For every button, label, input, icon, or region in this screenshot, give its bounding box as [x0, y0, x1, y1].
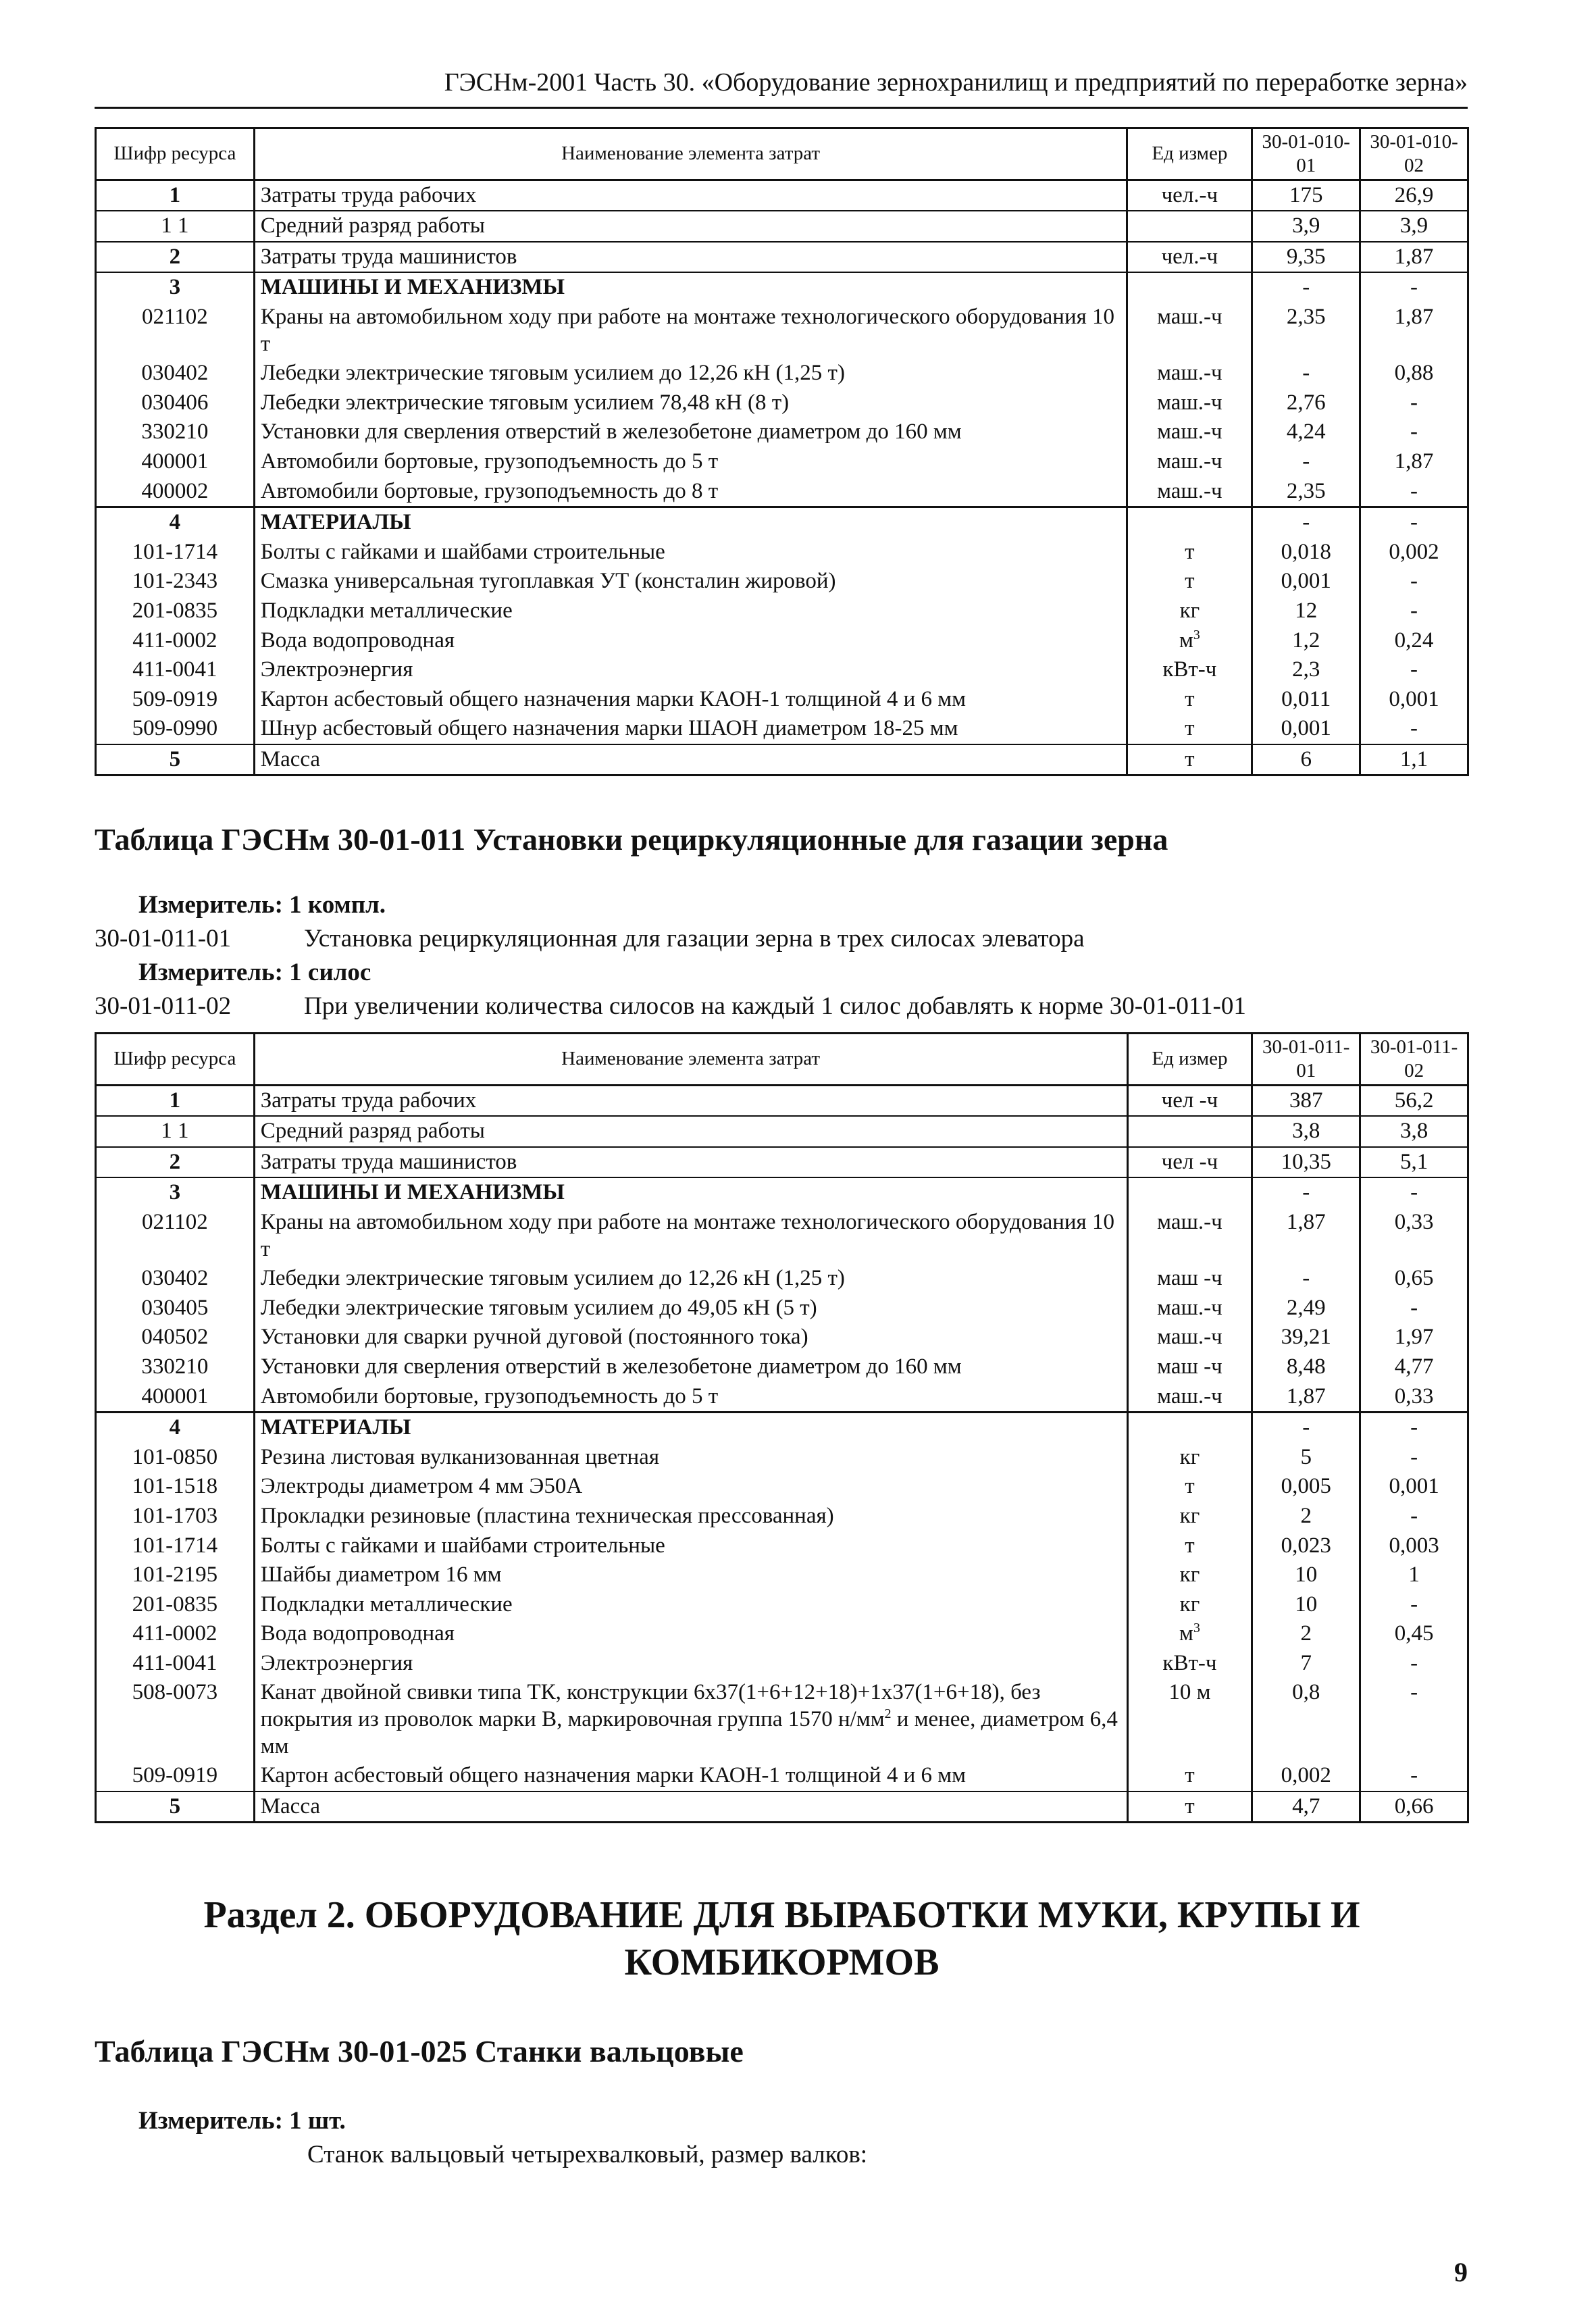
row-unit: маш.-ч — [1127, 359, 1252, 388]
row-unit: чел -ч — [1127, 1147, 1252, 1178]
col-header-norm-2: 30-01-010-02 — [1360, 128, 1468, 180]
row-value-1: 2 — [1252, 1619, 1360, 1649]
row-name: Подкладки металлические — [254, 596, 1127, 626]
norm-code: 30-01-011-01 — [95, 925, 232, 952]
row-unit: 10 м — [1127, 1678, 1252, 1761]
row-value-2: - — [1360, 1678, 1468, 1761]
row-value-1: 0,001 — [1252, 714, 1360, 744]
row-value-2: 0,45 — [1360, 1619, 1468, 1649]
row-name: Масса — [254, 744, 1127, 776]
table-row — [96, 477, 1468, 507]
table-row — [96, 1382, 1468, 1413]
row-value-1: 2 — [1252, 1502, 1360, 1531]
row-name: Краны на автомобильном ходу при работе на монтаже технологического оборудования 10 т — [254, 1208, 1127, 1264]
row-value-2: - — [1360, 388, 1468, 418]
measure-value: 1 шт. — [289, 2107, 346, 2135]
row-code: 040502 — [96, 1323, 255, 1352]
table-row — [96, 1531, 1468, 1561]
row-code: 5 — [96, 1791, 255, 1823]
row-value-2: - — [1360, 655, 1468, 685]
row-unit: т — [1127, 744, 1252, 776]
row-code: 3 — [96, 1177, 255, 1208]
row-code: 1 1 — [96, 1116, 255, 1147]
norm-text: При увеличении количества силосов на каждый 1 силос добавлять к норме 30-01-011-01 — [304, 992, 1246, 1020]
row-code: 509-0919 — [96, 1761, 255, 1791]
group-row-materials — [96, 1413, 1468, 1443]
row-value-1: 3,8 — [1252, 1116, 1360, 1147]
section-title — [95, 1891, 1469, 1986]
row-value-2: 0,24 — [1360, 626, 1468, 656]
row-unit — [1127, 626, 1252, 656]
table-row — [96, 1323, 1468, 1352]
row-value-2: 1,87 — [1360, 242, 1468, 273]
group-row-machines — [96, 1177, 1468, 1208]
row-value-1: 2,3 — [1252, 655, 1360, 685]
row-value-2: 0,001 — [1360, 1472, 1468, 1502]
row-value-2: - — [1360, 477, 1468, 507]
row-value-2: 1,87 — [1360, 447, 1468, 477]
col-header-unit: Ед измер — [1127, 1034, 1252, 1086]
row-unit: маш.-ч — [1127, 1382, 1252, 1413]
description-line: Станок вальцовый четырехвалковый, размер валков: — [307, 2141, 868, 2168]
row-code: 101-0850 — [96, 1443, 255, 1473]
row-value-1: 0,011 — [1252, 685, 1360, 715]
row-unit: маш.-ч — [1127, 1208, 1252, 1264]
row-unit: кВт-ч — [1127, 1649, 1252, 1679]
row-name: Болты с гайками и шайбами строительные — [254, 538, 1127, 567]
unit-base: м — [1179, 628, 1193, 653]
row-code: 030405 — [96, 1294, 255, 1323]
table-row — [96, 1472, 1468, 1502]
row-code: 201-0835 — [96, 1590, 255, 1620]
row-name: Электроэнергия — [254, 1649, 1127, 1679]
row-value-2: 0,65 — [1360, 1264, 1468, 1294]
row-value-2: 0,88 — [1360, 359, 1468, 388]
row-name-main: Канат двойной свивки типа ТК, конструкции 6х37(1+6+12+18)+1х37(1+6+18), без покрытия из проволок марки В, маркировочная группа 1570 н/мм — [260, 1680, 1041, 1732]
table-row — [96, 1352, 1468, 1382]
row-value-1: 3,9 — [1252, 211, 1360, 242]
row-code: 101-2343 — [96, 567, 255, 596]
table-row — [96, 538, 1468, 567]
group-row-machines — [96, 272, 1468, 303]
row-value-1: 2,49 — [1252, 1294, 1360, 1323]
row-code: 101-1703 — [96, 1502, 255, 1531]
row-value-1: 12 — [1252, 596, 1360, 626]
table-row — [96, 1761, 1468, 1791]
table-row — [96, 655, 1468, 685]
row-value-1: - — [1252, 359, 1360, 388]
table-row — [96, 1590, 1468, 1620]
row-value-1: - — [1252, 1177, 1360, 1208]
norm-line-2 — [95, 992, 1246, 1021]
row-name: Средний разряд работы — [254, 211, 1127, 242]
row-unit: кВт-ч — [1127, 655, 1252, 685]
row-name: Установки для сверления отверстий в железобетоне диаметром до 160 мм — [254, 417, 1127, 447]
running-header: ГЭСНм-2001 Часть 30. «Оборудование зернохранилищ и предприятий по переработке зерна» — [95, 68, 1468, 109]
row-value-2: 1,97 — [1360, 1323, 1468, 1352]
row-code: 509-0990 — [96, 714, 255, 744]
row-name: Шайбы диаметром 16 мм — [254, 1560, 1127, 1590]
row-name: Затраты труда рабочих — [254, 180, 1127, 211]
row-code: 400002 — [96, 477, 255, 507]
row-value-2: 0,002 — [1360, 538, 1468, 567]
row-value-2: 0,66 — [1360, 1791, 1468, 1823]
row-code: 330210 — [96, 1352, 255, 1382]
row-unit: т — [1127, 685, 1252, 715]
col-header-norm-1: 30-01-011-01 — [1252, 1034, 1360, 1086]
col-header-unit: Ед измер — [1127, 128, 1252, 180]
row-unit: чел.-ч — [1127, 180, 1252, 211]
table-row — [96, 242, 1468, 273]
row-name: Установки для сверления отверстий в железобетоне диаметром до 160 мм — [254, 1352, 1127, 1382]
row-value-1: - — [1252, 1264, 1360, 1294]
table-row — [96, 359, 1468, 388]
section-title-line-2: КОМБИКОРМОВ — [624, 1941, 939, 1983]
row-unit: кг — [1127, 596, 1252, 626]
row-value-1: 0,8 — [1252, 1678, 1360, 1761]
row-unit: т — [1127, 567, 1252, 596]
resource-table-30-01-010 — [95, 127, 1469, 776]
row-value-1: 0,018 — [1252, 538, 1360, 567]
table-header-row — [96, 1034, 1468, 1086]
row-name: Затраты труда рабочих — [254, 1085, 1127, 1116]
table-row-mass — [96, 1791, 1468, 1823]
row-code: 201-0835 — [96, 596, 255, 626]
unit-base: м — [1179, 1621, 1193, 1646]
row-unit: т — [1127, 1761, 1252, 1791]
row-name: МАШИНЫ И МЕХАНИЗМЫ — [254, 272, 1127, 303]
row-code: 2 — [96, 242, 255, 273]
row-name: Подкладки металлические — [254, 1590, 1127, 1620]
row-value-1: 1,87 — [1252, 1208, 1360, 1264]
row-value-2: - — [1360, 596, 1468, 626]
row-value-2: 4,77 — [1360, 1352, 1468, 1382]
table-row — [96, 417, 1468, 447]
row-code: 5 — [96, 744, 255, 776]
row-code: 1 1 — [96, 211, 255, 242]
row-value-1: 387 — [1252, 1085, 1360, 1116]
row-value-2: - — [1360, 272, 1468, 303]
row-value-2: 3,8 — [1360, 1116, 1468, 1147]
row-code: 4 — [96, 1413, 255, 1443]
measure-line-2 — [138, 958, 371, 987]
row-value-1: 1,87 — [1252, 1382, 1360, 1413]
row-value-2: 1,1 — [1360, 744, 1468, 776]
row-unit: кг — [1127, 1502, 1252, 1531]
row-name: Вода водопроводная — [254, 1619, 1127, 1649]
unit-superscript: 3 — [1193, 627, 1200, 642]
row-value-2: 0,33 — [1360, 1208, 1468, 1264]
row-name: Смазка универсальная тугоплавкая УТ (консталин жировой) — [254, 567, 1127, 596]
row-unit — [1127, 507, 1252, 538]
table-row — [96, 303, 1468, 359]
measure-label: Измеритель: — [138, 891, 283, 919]
row-name: Прокладки резиновые (пластина техническая прессованная) — [254, 1502, 1127, 1531]
unit-superscript: 3 — [1193, 1621, 1200, 1636]
resource-table-30-01-011 — [95, 1032, 1469, 1823]
norm-code: 30-01-011-02 — [95, 992, 232, 1020]
row-name: Лебедки электрические тяговым усилием до 12,26 кН (1,25 т) — [254, 1264, 1127, 1294]
row-name: Лебедки электрические тяговым усилием 78,48 кН (8 т) — [254, 388, 1127, 418]
measure-line-3 — [138, 2106, 346, 2135]
row-code: 2 — [96, 1147, 255, 1178]
row-value-1: 4,24 — [1252, 417, 1360, 447]
table-row — [96, 626, 1468, 656]
row-name: Резина листовая вулканизованная цветная — [254, 1443, 1127, 1473]
row-unit — [1127, 1177, 1252, 1208]
row-unit — [1127, 1413, 1252, 1443]
row-value-2: - — [1360, 1761, 1468, 1791]
table-row — [96, 1619, 1468, 1649]
table-title-30-01-011: Таблица ГЭСНм 30-01-011 Установки рециркуляционные для газации зерна — [95, 822, 1168, 857]
row-value-2: - — [1360, 1649, 1468, 1679]
row-value-1: 1,2 — [1252, 626, 1360, 656]
row-code: 509-0919 — [96, 685, 255, 715]
col-header-name: Наименование элемента затрат — [254, 128, 1127, 180]
table-row — [96, 1116, 1468, 1147]
table-header-row — [96, 128, 1468, 180]
row-unit — [1127, 1619, 1252, 1649]
row-name: Картон асбестовый общего назначения марки КАОН-1 толщиной 4 и 6 мм — [254, 1761, 1127, 1791]
row-code: 400001 — [96, 1382, 255, 1413]
table-row — [96, 388, 1468, 418]
row-value-2: - — [1360, 1443, 1468, 1473]
row-value-2: 26,9 — [1360, 180, 1468, 211]
row-unit: маш -ч — [1127, 1264, 1252, 1294]
table-row — [96, 1649, 1468, 1679]
row-name: МАТЕРИАЛЫ — [254, 1413, 1127, 1443]
row-unit: маш.-ч — [1127, 447, 1252, 477]
row-unit: чел.-ч — [1127, 242, 1252, 273]
row-unit: т — [1127, 538, 1252, 567]
row-value-1: 10,35 — [1252, 1147, 1360, 1178]
row-value-2: - — [1360, 567, 1468, 596]
row-value-1: 5 — [1252, 1443, 1360, 1473]
row-code: 4 — [96, 507, 255, 538]
row-unit: т — [1127, 1531, 1252, 1561]
row-code: 330210 — [96, 417, 255, 447]
row-unit: т — [1127, 714, 1252, 744]
row-value-1: 2,35 — [1252, 477, 1360, 507]
row-unit: маш.-ч — [1127, 417, 1252, 447]
table-row — [96, 1085, 1468, 1116]
table-row-mass — [96, 744, 1468, 776]
row-value-1: 9,35 — [1252, 242, 1360, 273]
row-value-1: 8,48 — [1252, 1352, 1360, 1382]
table-row — [96, 567, 1468, 596]
table-row — [96, 180, 1468, 211]
row-unit: т — [1127, 1472, 1252, 1502]
row-name: Автомобили бортовые, грузоподъемность до 5 т — [254, 1382, 1127, 1413]
row-unit: маш.-ч — [1127, 1323, 1252, 1352]
row-name: МАТЕРИАЛЫ — [254, 507, 1127, 538]
row-name: Болты с гайками и шайбами строительные — [254, 1531, 1127, 1561]
row-code: 400001 — [96, 447, 255, 477]
row-value-2: 3,9 — [1360, 211, 1468, 242]
table-row — [96, 1147, 1468, 1178]
row-name: Установки для сварки ручной дуговой (постоянного тока) — [254, 1323, 1127, 1352]
row-value-1: - — [1252, 1413, 1360, 1443]
col-header-code: Шифр ресурса — [96, 128, 255, 180]
row-code: 508-0073 — [96, 1678, 255, 1761]
row-value-2: - — [1360, 1294, 1468, 1323]
row-unit: маш.-ч — [1127, 1294, 1252, 1323]
row-value-1: - — [1252, 272, 1360, 303]
row-code: 3 — [96, 272, 255, 303]
row-code: 411-0041 — [96, 1649, 255, 1679]
col-header-name: Наименование элемента затрат — [254, 1034, 1127, 1086]
row-value-1: 39,21 — [1252, 1323, 1360, 1352]
row-value-2: 1 — [1360, 1560, 1468, 1590]
row-value-2: - — [1360, 1177, 1468, 1208]
measure-label: Измеритель: — [138, 2107, 283, 2135]
row-name: Затраты труда машинистов — [254, 242, 1127, 273]
row-value-2: - — [1360, 1590, 1468, 1620]
row-code: 101-2195 — [96, 1560, 255, 1590]
row-unit: чел -ч — [1127, 1085, 1252, 1116]
table-row — [96, 1502, 1468, 1531]
row-unit — [1127, 211, 1252, 242]
row-unit — [1127, 272, 1252, 303]
measure-value: 1 компл. — [289, 891, 386, 919]
row-name — [254, 1678, 1127, 1761]
row-value-1: 0,023 — [1252, 1531, 1360, 1561]
table-row — [96, 1560, 1468, 1590]
row-value-1: 175 — [1252, 180, 1360, 211]
row-value-1: 10 — [1252, 1560, 1360, 1590]
row-value-1: 7 — [1252, 1649, 1360, 1679]
row-unit: т — [1127, 1791, 1252, 1823]
group-row-materials — [96, 507, 1468, 538]
row-code: 101-1714 — [96, 538, 255, 567]
row-name-superscript: 2 — [884, 1706, 892, 1722]
row-name-tail: и менее, диаметром 6,4 мм — [260, 1707, 1118, 1758]
row-name: Лебедки электрические тяговым усилием до 12,26 кН (1,25 т) — [254, 359, 1127, 388]
row-value-2: - — [1360, 1413, 1468, 1443]
table-row — [96, 447, 1468, 477]
row-value-2: - — [1360, 1502, 1468, 1531]
row-unit: маш.-ч — [1127, 388, 1252, 418]
row-name: Автомобили бортовые, грузоподъемность до 8 т — [254, 477, 1127, 507]
row-code: 030406 — [96, 388, 255, 418]
table-row — [96, 211, 1468, 242]
table-row — [96, 685, 1468, 715]
row-value-1: - — [1252, 507, 1360, 538]
row-value-2: 5,1 — [1360, 1147, 1468, 1178]
row-value-1: 0,002 — [1252, 1761, 1360, 1791]
row-name: МАШИНЫ И МЕХАНИЗМЫ — [254, 1177, 1127, 1208]
row-unit: кг — [1127, 1590, 1252, 1620]
row-code: 030402 — [96, 1264, 255, 1294]
row-code: 101-1714 — [96, 1531, 255, 1561]
table-title-30-01-025: Таблица ГЭСНм 30-01-025 Станки вальцовые — [95, 2034, 744, 2068]
table-row — [96, 1264, 1468, 1294]
row-code: 021102 — [96, 303, 255, 359]
row-unit: кг — [1127, 1443, 1252, 1473]
row-name: Картон асбестовый общего назначения марки КАОН-1 толщиной 4 и 6 мм — [254, 685, 1127, 715]
row-name: Масса — [254, 1791, 1127, 1823]
table-row — [96, 1294, 1468, 1323]
row-unit: маш.-ч — [1127, 477, 1252, 507]
measure-line-1 — [138, 890, 386, 919]
row-value-2: 0,001 — [1360, 685, 1468, 715]
row-name: Автомобили бортовые, грузоподъемность до 5 т — [254, 447, 1127, 477]
table-row — [96, 714, 1468, 744]
col-header-norm-1: 30-01-010-01 — [1252, 128, 1360, 180]
row-value-2: - — [1360, 417, 1468, 447]
col-header-norm-2: 30-01-011-02 — [1360, 1034, 1468, 1086]
row-value-2: 1,87 — [1360, 303, 1468, 359]
table-row — [96, 596, 1468, 626]
row-code: 021102 — [96, 1208, 255, 1264]
row-code: 411-0041 — [96, 655, 255, 685]
row-unit: маш.-ч — [1127, 303, 1252, 359]
row-value-1: 10 — [1252, 1590, 1360, 1620]
row-code: 030402 — [96, 359, 255, 388]
measure-label: Измеритель: — [138, 959, 283, 986]
row-code: 411-0002 — [96, 1619, 255, 1649]
norm-line-1 — [95, 924, 1085, 953]
norm-text: Установка рециркуляционная для газации зерна в трех силосах элеватора — [304, 925, 1085, 952]
page-number: 9 — [1454, 2257, 1468, 2287]
row-name: Электроды диаметром 4 мм Э50А — [254, 1472, 1127, 1502]
measure-value: 1 силос — [289, 959, 371, 986]
row-value-1: 0,005 — [1252, 1472, 1360, 1502]
table-row — [96, 1208, 1468, 1264]
col-header-code: Шифр ресурса — [96, 1034, 255, 1086]
row-value-2: - — [1360, 714, 1468, 744]
row-unit: маш -ч — [1127, 1352, 1252, 1382]
row-name: Шнур асбестовый общего назначения марки ШАОН диаметром 18-25 мм — [254, 714, 1127, 744]
row-value-1: 6 — [1252, 744, 1360, 776]
row-name: Лебедки электрические тяговым усилием до 49,05 кН (5 т) — [254, 1294, 1127, 1323]
row-value-2: 0,003 — [1360, 1531, 1468, 1561]
row-code: 101-1518 — [96, 1472, 255, 1502]
row-code: 1 — [96, 1085, 255, 1116]
row-value-1: 2,35 — [1252, 303, 1360, 359]
row-value-2: 56,2 — [1360, 1085, 1468, 1116]
row-code: 1 — [96, 180, 255, 211]
row-name: Вода водопроводная — [254, 626, 1127, 656]
row-value-1: - — [1252, 447, 1360, 477]
row-value-1: 0,001 — [1252, 567, 1360, 596]
row-name: Электроэнергия — [254, 655, 1127, 685]
row-value-1: 2,76 — [1252, 388, 1360, 418]
row-name: Затраты труда машинистов — [254, 1147, 1127, 1178]
row-value-2: 0,33 — [1360, 1382, 1468, 1413]
row-unit: кг — [1127, 1560, 1252, 1590]
row-name: Средний разряд работы — [254, 1116, 1127, 1147]
row-code: 411-0002 — [96, 626, 255, 656]
row-value-1: 4,7 — [1252, 1791, 1360, 1823]
section-title-line-1: Раздел 2. ОБОРУДОВАНИЕ ДЛЯ ВЫРАБОТКИ МУКИ, КРУПЫ И — [203, 1894, 1360, 1936]
row-unit — [1127, 1116, 1252, 1147]
row-name: Краны на автомобильном ходу при работе на монтаже технологического оборудования 10 т — [254, 303, 1127, 359]
table-row — [96, 1443, 1468, 1473]
table-row — [96, 1678, 1468, 1761]
row-value-2: - — [1360, 507, 1468, 538]
